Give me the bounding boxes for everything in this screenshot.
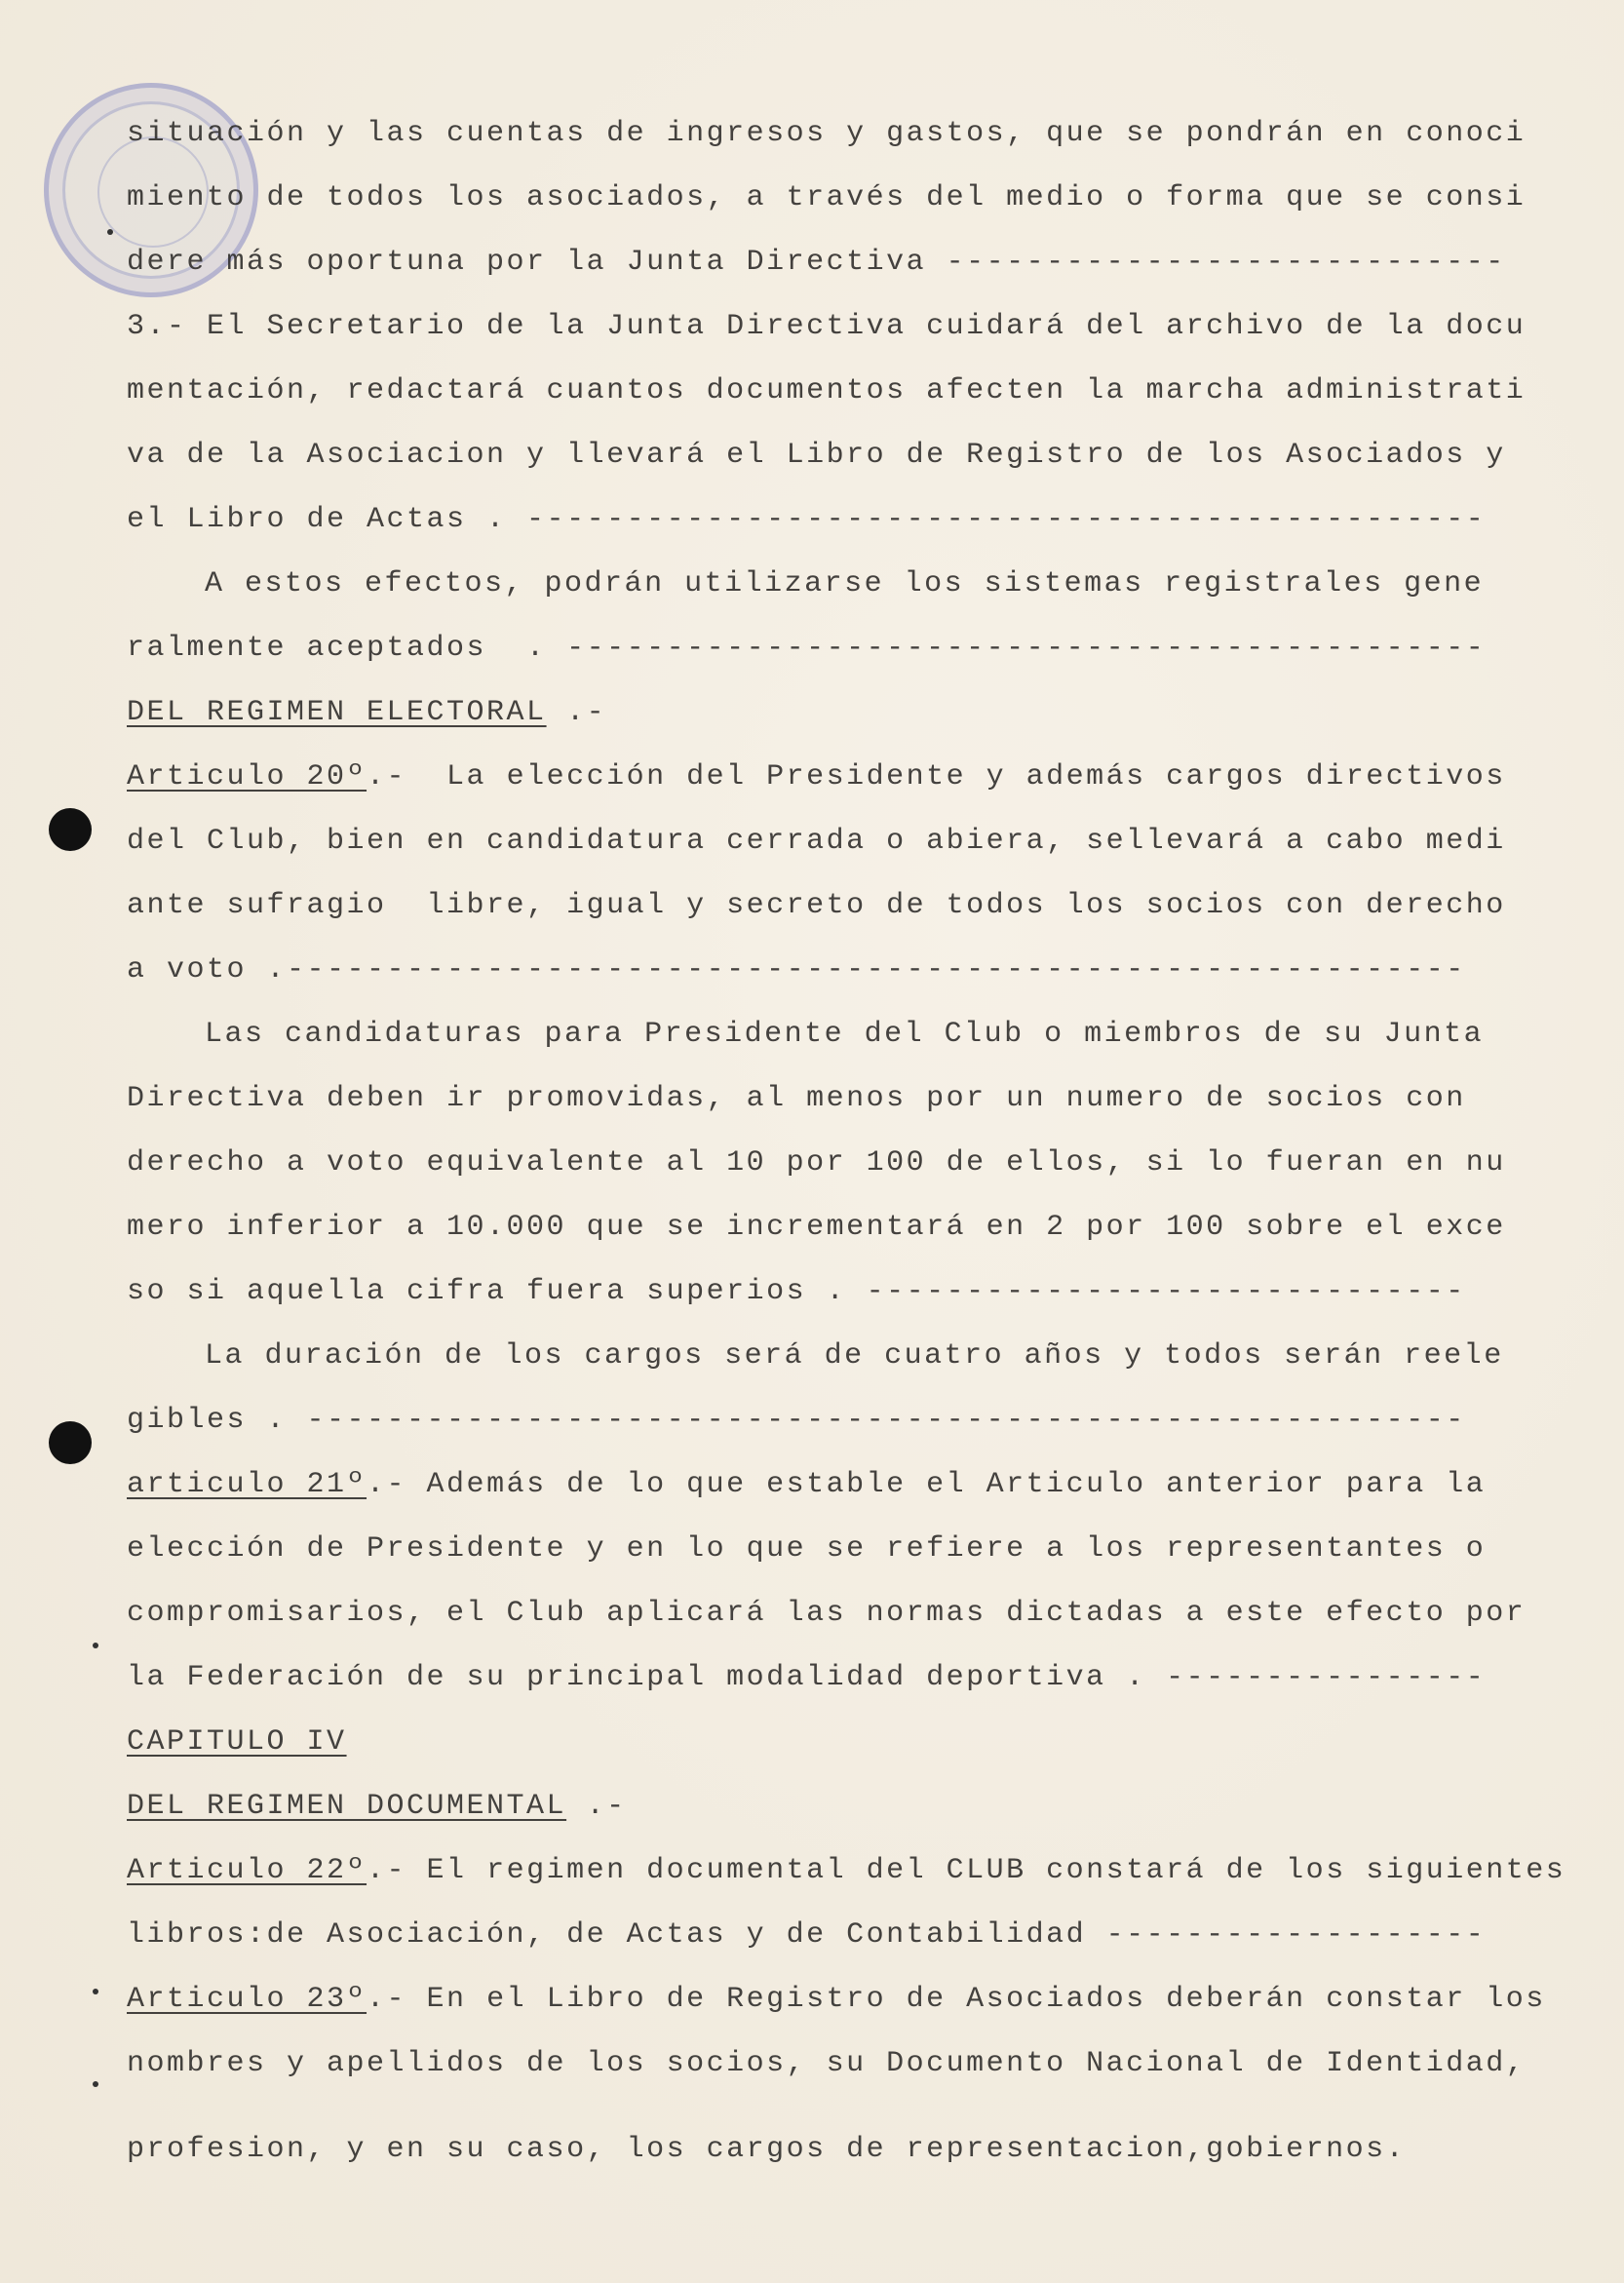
text-line (127, 101, 1589, 166)
line-text: .- La elección del Presidente y además cargos directivos (367, 760, 1506, 793)
line-text: La duración de los cargos será de cuatro años y todos serán reele (205, 1339, 1504, 1373)
line-text: mero inferior a 10.000 que se incrementará en 2 por 100 sobre el exce (127, 1211, 1506, 1244)
line-text: situación y las cuentas de ingresos y gastos, que se pondrán en conoci (127, 117, 1527, 150)
text-line (127, 1967, 1589, 2031)
underlined-heading: Articulo 22º (127, 1854, 367, 1887)
line-text: compromisarios, el Club aplicará las normas dictadas a este efecto por (127, 1597, 1527, 1630)
text-line (127, 616, 1589, 680)
line-text: miento de todos los asociados, a través del medio o forma que se consi (127, 181, 1527, 214)
line-text: la Federación de su principal modalidad deportiva . ---------------- (127, 1661, 1487, 1694)
text-line (127, 873, 1589, 938)
text-line (127, 487, 1589, 552)
line-text: .- (546, 696, 607, 729)
text-line (127, 1517, 1589, 1581)
line-text: 3.- El Secretario de la Junta Directiva cuidará del archivo de la docu (127, 310, 1527, 343)
underlined-heading: DEL REGIMEN DOCUMENTAL (127, 1790, 567, 1823)
line-text: del Club, bien en candidatura cerrada o abiera, sellevará a cabo medi (127, 825, 1506, 858)
text-line (127, 1903, 1589, 1967)
text-line (127, 230, 1589, 294)
line-text: elección de Presidente y en lo que se refiere a los representantes o (127, 1532, 1487, 1566)
line-text: nombres y apellidos de los socios, su Documento Nacional de Identidad, (127, 2047, 1527, 2080)
line-text: mentación, redactará cuantos documentos afecten la marcha administrati (127, 374, 1527, 407)
text-line (127, 1774, 1589, 1838)
text-line (127, 680, 1589, 745)
typed-text-body (127, 101, 1589, 2182)
line-text: dere más oportuna por la Junta Directiva ---------------------------- (127, 246, 1506, 279)
text-line (127, 1710, 1589, 1774)
text-line (127, 359, 1589, 423)
line-text: .- El regimen documental del CLUB constará de los siguientes (367, 1854, 1566, 1887)
text-line (127, 809, 1589, 873)
ink-speck (107, 229, 113, 235)
line-text: A estos efectos, podrán utilizarse los sistemas registrales gene (205, 567, 1485, 600)
punch-hole (49, 808, 92, 851)
text-line (127, 1838, 1589, 1903)
underlined-heading: Articulo 23º (127, 1983, 367, 2016)
underlined-heading: DEL REGIMEN ELECTORAL (127, 696, 547, 729)
text-line (127, 1131, 1589, 1195)
line-text: libros:de Asociación, de Actas y de Contabilidad ------------------- (127, 1918, 1487, 1952)
line-text: .- En el Libro de Registro de Asociados deberán constar los (367, 1983, 1546, 2016)
line-text: .- Además de lo que estable el Articulo anterior para la (367, 1468, 1487, 1501)
punch-hole (49, 1421, 92, 1464)
line-text: a voto .----------------------------------------------------------- (127, 953, 1466, 987)
text-line (127, 1452, 1589, 1517)
text-line (127, 745, 1589, 809)
text-line (127, 1002, 1589, 1066)
underlined-heading: CAPITULO IV (127, 1725, 347, 1759)
text-line (127, 2117, 1589, 2182)
text-line (127, 1259, 1589, 1324)
text-line (127, 1324, 1589, 1388)
text-line (127, 1066, 1589, 1131)
text-line (127, 2031, 1589, 2096)
underlined-heading: Articulo 20º (127, 760, 367, 793)
line-text: so si aquella cifra fuera superios . ------------------------------ (127, 1275, 1466, 1308)
text-line (127, 552, 1589, 616)
text-line (127, 1581, 1589, 1645)
underlined-heading: articulo 21º (127, 1468, 367, 1501)
text-line (127, 294, 1589, 359)
line-text: Las candidaturas para Presidente del Club o miembros de su Junta (205, 1018, 1485, 1051)
text-line (127, 938, 1589, 1002)
line-text: gibles . ---------------------------------------------------------- (127, 1404, 1466, 1437)
text-line (127, 1645, 1589, 1710)
line-text: ralmente aceptados . ---------------------------------------------- (127, 632, 1487, 665)
line-text: va de la Asociacion y llevará el Libro de Registro de los Asociados y (127, 439, 1506, 472)
text-line (127, 423, 1589, 487)
text-line (127, 1388, 1589, 1452)
line-text: Directiva deben ir promovidas, al menos por un numero de socios con (127, 1082, 1466, 1115)
text-line (127, 1195, 1589, 1259)
ink-speck (93, 2081, 98, 2087)
line-text: el Libro de Actas . ------------------------------------------------ (127, 503, 1487, 536)
line-text: derecho a voto equivalente al 10 por 100 de ellos, si lo fueran en nu (127, 1146, 1506, 1180)
line-text: .- (566, 1790, 627, 1823)
line-text: profesion, y en su caso, los cargos de representacion,gobiernos. (127, 2133, 1407, 2166)
ink-speck (93, 1989, 98, 1994)
line-text: ante sufragio libre, igual y secreto de todos los socios con derecho (127, 889, 1506, 922)
text-line (127, 166, 1589, 230)
ink-speck (93, 1643, 98, 1648)
